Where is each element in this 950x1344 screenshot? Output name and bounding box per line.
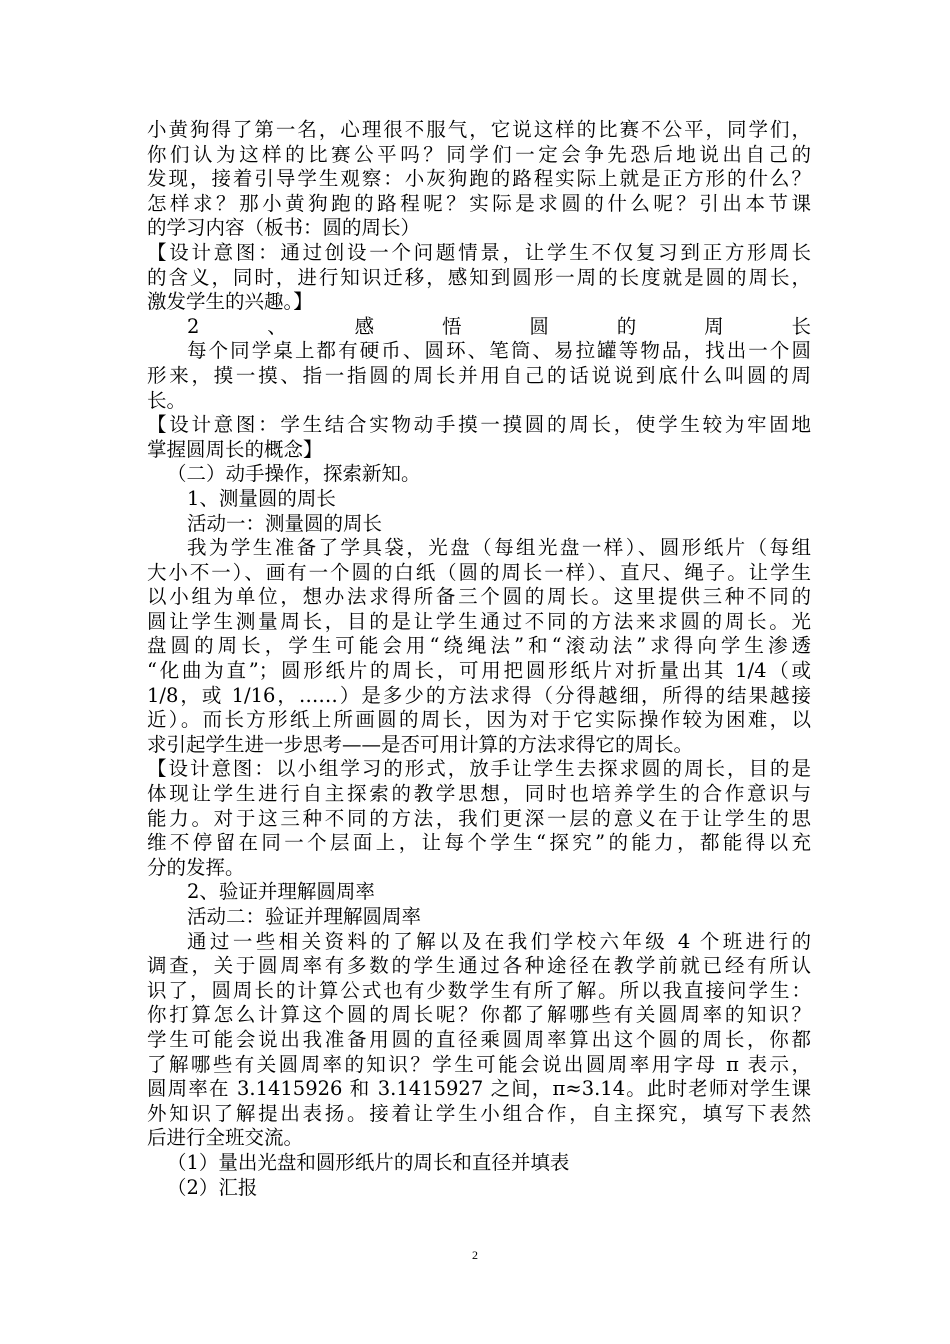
text-line: 每个同学桌上都有硬币、圆环、笔筒、易拉罐等物品，找出一个圆 (187, 339, 811, 363)
text-line: 2、感悟圆的周长 (187, 314, 811, 338)
page-number: 2 (472, 1248, 478, 1262)
text-line: 盘圆的周长，学生可能会用“绕绳法”和“滚动法”求得向学生渗透 (147, 634, 811, 658)
text-line: 活动二：验证并理解圆周率 (187, 905, 422, 928)
text-line: 了解哪些有关圆周率的知识？学生可能会说出圆周率用字母 π 表示， (147, 1052, 811, 1076)
text-line: 通过一些相关资料的了解以及在我们学校六年级 4 个班进行的 (187, 929, 811, 953)
text-line: 你打算怎么计算这个圆的周长呢？你都了解哪些有关圆周率的知识？ (147, 1003, 811, 1027)
text-line: 我为学生准备了学具袋，光盘（每组光盘一样）、圆形纸片（每组 (187, 536, 811, 560)
text-line: 的学习内容（板书：圆的周长） (147, 216, 421, 240)
text-line: 后进行全班交流。 (147, 1126, 304, 1150)
text-line: 求引起学生进一步思考——是否可用计算的方法求得它的周长。 (147, 732, 694, 756)
text-line: 2、验证并理解圆周率 (187, 880, 375, 904)
text-line: 圆周率在 3.1415926 和 3.1415927 之间，π≈3.14。此时老师对学生课 (147, 1077, 811, 1101)
text-line: 外知识了解提出表扬。接着让学生小组合作，自主探究，填写下表然 (147, 1101, 811, 1125)
text-line: 维不停留在同一个层面上，让每个学生“探究”的能力，都能得以充 (147, 831, 811, 855)
text-line: 激发学生的兴趣。】 (147, 290, 313, 314)
text-line: 小黄狗得了第一名，心理很不服气，它说这样的比赛不公平，同学们， (147, 118, 811, 141)
text-line: 识了，圆周长的计算公式也有少数学生有所了解。所以我直接问学生： (147, 978, 811, 1002)
text-line: 近）。而长方形纸上所画圆的周长，因为对于它实际操作较为困难，以 (147, 708, 811, 732)
text-line: “化曲为直”；圆形纸片的周长，可用把圆形纸片对折量出其 1/4（或 (147, 659, 811, 683)
text-line: （1）量出光盘和圆形纸片的周长和直径并填表 (167, 1150, 570, 1174)
text-line: 【设计意图：通过创设一个问题情景，让学生不仅复习到正方形周长 (147, 240, 811, 264)
text-line: （二）动手操作，探索新知。 (167, 462, 421, 486)
text-line: 发现，接着引导学生观察：小灰狗跑的路程实际上就是正方形的什么？ (147, 167, 811, 191)
text-line: 大小不一）、画有一个圆的白纸（圆的周长一样）、直尺、绳子。让学生 (147, 560, 811, 584)
text-line: 分的发挥。 (147, 855, 245, 879)
text-line: 你们认为这样的比赛公平吗？同学们一定会争先恐后地说出自己的 (147, 142, 811, 166)
text-line: 的含义，同时，进行知识迁移，感知到圆形一周的长度就是圆的周长， (147, 265, 811, 289)
text-line: 活动一：测量圆的周长 (187, 511, 383, 535)
text-line: 怎样求？那小黄狗跑的路程呢？实际是求圆的什么呢？引出本节课 (147, 191, 811, 215)
text-line: 学生可能会说出我准备用圆的直径乘圆周率算出这个圆的周长，你都 (147, 1027, 811, 1051)
text-line: 形来，摸一摸、指一指圆的周长并用自己的话说说到底什么叫圆的周 (147, 363, 811, 387)
text-line: 【设计意图：以小组学习的形式，放手让学生去探求圆的周长，目的是 (147, 757, 811, 781)
text-line: 掌握圆周长的概念】 (147, 437, 323, 461)
text-line: 1、测量圆的周长 (187, 486, 336, 510)
text-line: 圆让学生测量周长，目的是让学生通过不同的方法来求圆的周长。光 (147, 609, 811, 633)
text-line: 能力。对于这三种不同的方法，我们更深一层的意义在于让学生的思 (147, 806, 811, 830)
text-line: 长。 (147, 388, 187, 412)
text-line: 体现让学生进行自主探索的教学思想，同时也培养学生的合作意识与 (147, 782, 811, 806)
text-line: 以小组为单位，想办法求得所备三个圆的周长。这里提供三种不同的 (147, 585, 811, 609)
text-line: 调查，关于圆周率有多数的学生通过各种途径在教学前就已经有所认 (147, 954, 811, 978)
body-text (147, 118, 811, 1200)
text-line: 1/8，或 1/16，……）是多少的方法求得（分得越细，所得的结果越接 (147, 683, 811, 707)
text-line: （2）汇报 (167, 1175, 258, 1199)
text-line: 【设计意图：学生结合实物动手摸一摸圆的周长，使学生较为牢固地 (147, 413, 811, 437)
